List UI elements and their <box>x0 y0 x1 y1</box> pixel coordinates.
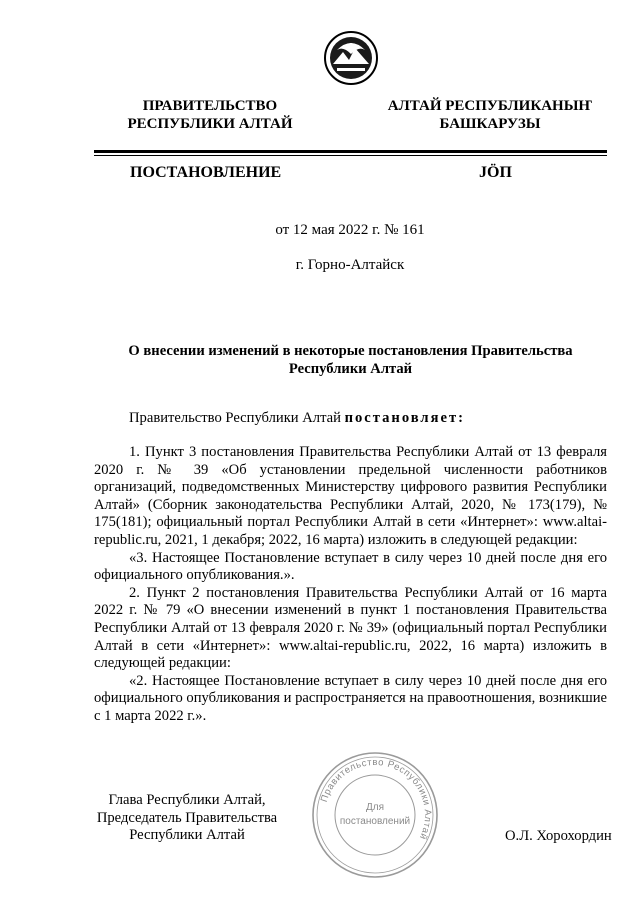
header-left-line2: РЕСПУБЛИКИ АЛТАЙ <box>127 116 293 132</box>
signature-title <box>82 792 292 845</box>
signature-line3: Республики Алтай <box>129 827 245 844</box>
paragraph-2: 2. Пункт 2 постановления Правительства Республики Алтай от 16 марта 2022 г. № 79 «О внесении изменений в пункт 1 постановления Правительства Республики Алтай от 13 февраля 2020 г. № 39» (официальный портал Республики Алтай в сети «Интернет»: www.altai-republic.ru, 2022, 16 марта) изложить в следующей редакции: <box>94 584 607 672</box>
header-right <box>385 97 595 133</box>
header-right-line2: БАШКАРУЗЫ <box>439 116 541 132</box>
official-stamp <box>310 750 440 880</box>
paragraph-1-quote: «3. Настоящее Постановление вступает в силу через 10 дней после дня его официального опубликования.». <box>94 549 607 584</box>
header-left-line1: ПРАВИТЕЛЬСТВО <box>142 98 278 114</box>
paragraph-1: 1. Пункт 3 постановления Правительства Республики Алтай от 13 февраля 2020 г. № 39 «Об установлении предельной численности работников организаций, подведомственных Министерству цифрового развития Республики Алтай» (Сборник законодательства Республики Алтай, 2020, № 173(179), № 175(181); официальный портал Республики Алтай в сети «Интернет»: www.altai-republic.ru, 2021, 1 декабря; 2022, 16 марта) изложить в следующей редакции: <box>94 444 607 548</box>
subject-line1: О внесении изменений в некоторые постановления Правительства <box>128 343 573 359</box>
subject-line2: Республики Алтай <box>288 361 413 377</box>
city-line: г. Горно-Алтайск <box>295 257 405 273</box>
doc-type-left: ПОСТАНОВЛЕНИЕ <box>130 164 282 181</box>
header-rule-thin <box>94 155 607 156</box>
paragraph-2-quote: «2. Настоящее Постановление вступает в силу через 10 дней после дня его официального опубликования и распространяется на правоотношения, возникшие с 1 марта 2022 г.». <box>94 672 607 724</box>
document-body <box>94 444 607 726</box>
intro-line <box>129 410 465 427</box>
header-left <box>115 97 305 133</box>
header-rule-thick <box>94 150 607 153</box>
signatory-name: О.Л. Хорохордин <box>505 828 612 844</box>
date-line: от 12 мая 2022 г. № 161 <box>275 222 425 238</box>
subject <box>94 342 607 378</box>
coat-of-arms-emblem <box>323 30 379 86</box>
stamp-center-line2: постановлений <box>339 816 411 827</box>
signature-line2: Председатель Правительства <box>96 809 278 826</box>
emblem-icon <box>323 30 379 86</box>
intro-emphasis: постановляет: <box>344 410 466 426</box>
svg-text:Правительство Республики Алтай <box>319 757 433 841</box>
doc-type-right: JӦП <box>479 164 512 181</box>
signature-line1: Глава Республики Алтай, <box>108 792 266 808</box>
stamp-seal-icon <box>310 750 440 880</box>
header-right-line1: АЛТАЙ РЕСПУБЛИКАНЫҤ <box>387 98 593 114</box>
stamp-center-line1: Для <box>365 802 385 813</box>
stamp-ring-text: Правительство Республики Алтай <box>318 756 434 842</box>
intro-text: Правительство Республики Алтай <box>129 410 345 426</box>
